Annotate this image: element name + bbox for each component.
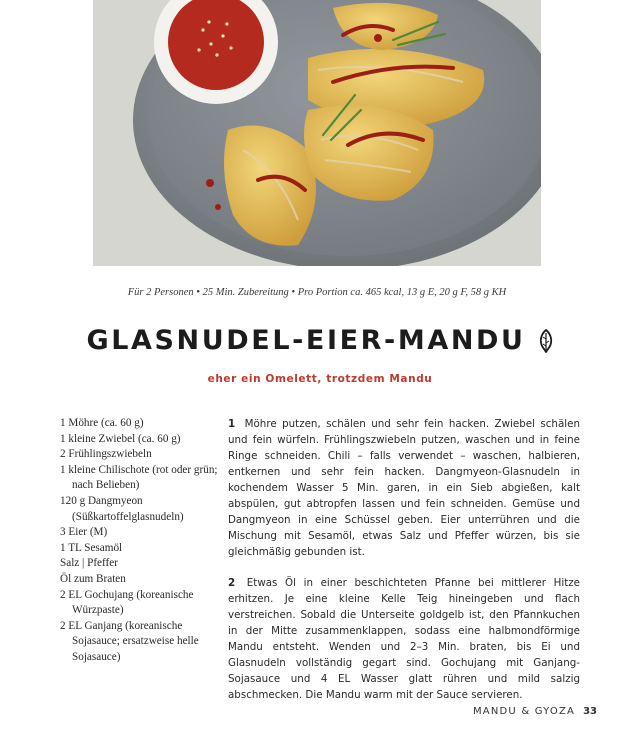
step-text: Etwas Öl in einer beschichteten Pfanne bei mittlerer Hitze erhitzen. Je eine kleine Kelle Teig hineingeben und flach verstreichen. Sobald die Unterseite goldgelb ist, den Pfannkuchen in der Mitte zusammenklappen, sodass eine halbmondförmige Mandu entsteht. Wenden und 2–3 Min. braten, bis Ei und Glasnudeln vollständig gegart sind. Gochujang mit Ganjang-Sojasauce und 4 EL Wasser glatt rühren und mild salzig abschmecken. Die Mandu warm mit der Sauce servieren. [228,577,580,701]
ingredient-item: 2 Frühlingszwiebeln [60,448,152,461]
ingredient-item: 120 g Dangmyeon (Süßkartoffelglasnudeln) [60,494,184,523]
instruction-step [228,575,580,703]
step-number: 1 [228,418,236,430]
ingredient-item: 1 TL Sesamöl [60,541,123,554]
ingredient-list [60,416,220,666]
step-number: 2 [228,577,236,589]
recipe-meta: Für 2 Personen • 25 Min. Zubereitung • Pro Portion ca. 465 kcal, 13 g E, 20 g F, 58 g KH [127,287,507,298]
page-number: 33 [583,706,597,717]
ingredient-item: 1 Möhre (ca. 60 g) [60,417,144,429]
ingredient-item: 2 EL Ganjang (koreanische Sojasauce; ersatzweise helle Sojasauce) [60,619,199,663]
step-text: Möhre putzen, schälen und sehr fein hacken. Zwiebel schälen und fein würfeln. Frühlingszwiebeln putzen, waschen und in feine Ringe schneiden. Chili – falls verwendet – waschen, halbieren, entkernen und sehr fein hacken. Dangmyeon-Glasnudeln in kochendem Wasser 5 Min. garen, in ein Sieb abgießen, kalt abspülen, gut abtropfen lassen und fein schneiden. Gemüse und Dangmyeon in eine Schüssel geben. Eier unterrühren und die Mischung mit Sesamöl, etwas Salz und Pfeffer würzen, bis sie gleichmäßig gebunden ist. [228,418,580,558]
ingredient-item: 2 EL Gochujang (koreanische Würzpaste) [60,588,194,617]
title-row [60,325,580,356]
section-name: MANDU & GYOZA [472,706,576,717]
ingredient-item: 1 kleine Chilischote (rot oder grün; nach Belieben) [60,463,218,492]
recipe-photo [93,0,541,266]
page-footer [473,706,597,717]
ingredient-item: Öl zum Braten [60,572,126,585]
ingredient-item: Salz | Pfeffer [60,557,118,570]
ingredient-item: 1 kleine Zwiebel (ca. 60 g) [60,432,181,445]
recipe-subtitle: eher ein Omelett, trotzdem Mandu [207,373,433,385]
instruction-steps [228,416,580,718]
recipe-title: GLASNUDEL-EIER-MANDU [86,325,526,356]
leaf-icon [538,329,554,353]
instruction-step [228,416,580,560]
ingredient-item: 3 Eier (M) [60,526,108,539]
food-photo-illustration [93,0,541,266]
